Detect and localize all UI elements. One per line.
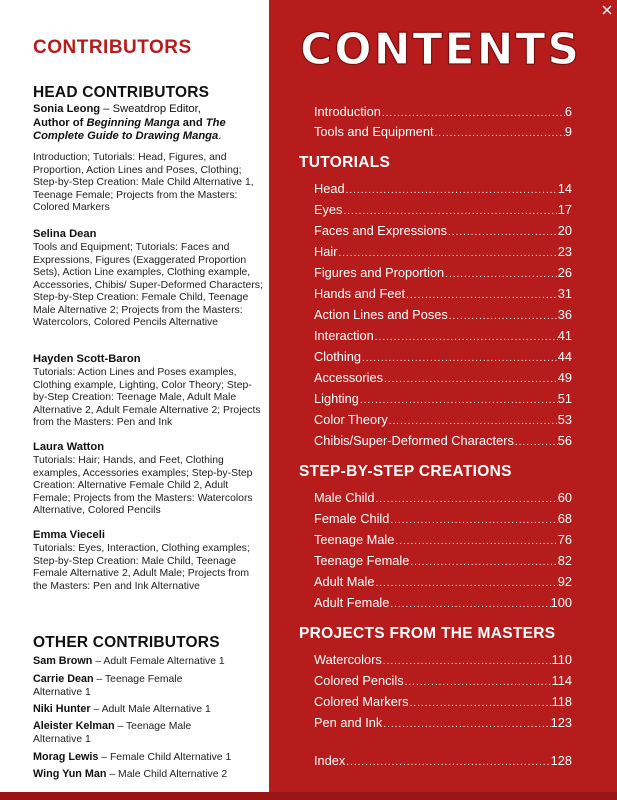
toc-leader <box>409 698 552 709</box>
toc-leader <box>337 248 557 259</box>
toc-leader <box>404 677 552 688</box>
lead-line2-pre: Author of <box>33 116 87 129</box>
oc-name: Aleister Kelman <box>33 720 115 732</box>
toc-label: Clothing <box>314 349 361 364</box>
oc-role-cont: Alternative 1 <box>33 733 91 745</box>
toc-label: Chibis/Super-Deformed Characters <box>314 433 514 448</box>
other-contributor <box>33 768 265 782</box>
toc-leader <box>389 515 557 526</box>
toc-entry[interactable] <box>314 349 572 365</box>
contributor-description: Tools and Equipment; Tutorials: Faces and Expressions, Figures (Exaggerated Proportion Sets), Action Line examples, Clothing example, Accessories, Chibis/ Super-Deformed Characters; Step-by-Step Creation: Female Child, Teenage Male Alternative 2; Projects from the Masters: Watercolors, Colored Pencils Alternative <box>33 242 263 328</box>
toc-page: 44 <box>557 349 572 364</box>
other-contributor <box>33 720 265 746</box>
toc-label: Head <box>314 181 345 196</box>
toc-leader <box>361 353 558 364</box>
toc-entry[interactable] <box>314 694 572 710</box>
oc-name: Carrie Dean <box>33 673 94 685</box>
toc-label: Adult Female <box>314 595 390 610</box>
contributors-panel <box>0 0 269 800</box>
bottom-edge <box>0 792 617 800</box>
oc-role: – Adult Female Alternative 1 <box>92 656 225 667</box>
toc-entry[interactable] <box>314 124 572 140</box>
toc-leader <box>383 374 558 385</box>
toc-entry[interactable] <box>314 181 572 197</box>
oc-role: – Adult Male Alternative 1 <box>90 704 211 715</box>
oc-role: – Teenage Female <box>93 674 183 685</box>
contributor-description: Tutorials: Eyes, Interaction, Clothing examples; Step-by-Step Creation: Male Child, Teenage Female Alternative 2, Adult Male; Projects from the Masters: Pen and Ink Alternative <box>33 543 250 592</box>
toc-entry[interactable] <box>314 328 572 344</box>
toc-page: 76 <box>557 532 572 547</box>
toc-leader <box>447 227 558 238</box>
toc-entry[interactable] <box>314 286 572 302</box>
oc-role: – Teenage Male <box>114 721 192 732</box>
toc-entry[interactable] <box>314 370 572 386</box>
oc-name: Sam Brown <box>33 655 93 667</box>
toc-label: Male Child <box>314 490 375 505</box>
toc-page: 17 <box>557 202 572 217</box>
toc-page: 9 <box>564 124 572 139</box>
toc-page: 114 <box>551 673 572 688</box>
toc-entry[interactable] <box>314 490 572 506</box>
toc-entry[interactable] <box>314 574 572 590</box>
toc-entry[interactable] <box>314 307 572 323</box>
toc-label: Color Theory <box>314 412 388 427</box>
toc-section-projects: PROJECTS FROM THE MASTERS <box>299 625 556 642</box>
lead-book2-b: Complete Guide to Drawing Manga <box>33 130 219 142</box>
toc-leader <box>409 557 557 568</box>
toc-label: Eyes <box>314 202 343 217</box>
contributor-name: Laura Watton <box>33 441 105 453</box>
toc-page: 110 <box>551 652 572 667</box>
oc-name: Niki Hunter <box>33 703 91 715</box>
toc-leader <box>448 311 558 322</box>
toc-entry[interactable] <box>314 104 572 120</box>
toc-label: Colored Markers <box>314 694 409 709</box>
toc-page: 92 <box>557 574 572 589</box>
oc-name: Morag Lewis <box>33 751 99 763</box>
toc-leader <box>388 416 558 427</box>
toc-entry[interactable] <box>314 532 572 548</box>
toc-section-step-by-step: STEP-BY-STEP CREATIONS <box>299 463 512 480</box>
lead-line2-mid: and <box>179 116 206 129</box>
toc-label: Teenage Male <box>314 532 395 547</box>
contributor-name: Selina Dean <box>33 228 97 240</box>
toc-label: Introduction <box>314 104 381 119</box>
other-contributor <box>33 751 265 765</box>
contributor-name: Emma Vieceli <box>33 529 105 541</box>
oc-role-cont: Alternative 1 <box>33 686 91 698</box>
toc-page: 56 <box>557 433 572 448</box>
contributors-title: CONTRIBUTORS <box>33 37 192 58</box>
toc-entry[interactable] <box>314 595 572 611</box>
toc-label: Watercolors <box>314 652 382 667</box>
toc-leader <box>345 185 558 196</box>
toc-entry[interactable] <box>314 412 572 428</box>
oc-role: – Male Child Alternative 2 <box>106 769 228 780</box>
other-contributors-heading: OTHER CONTRIBUTORS <box>33 634 220 651</box>
toc-entry[interactable] <box>314 202 572 218</box>
close-icon[interactable] <box>601 4 613 16</box>
contributor-description: Tutorials: Action Lines and Poses examples, Clothing example, Lighting, Color Theory; Step-by-Step Creation: Teenage Male, Adult Male Alternative 2, Adult Female Alternative 2; Projects from the Masters: Pen and Ink <box>33 367 261 428</box>
toc-page: 26 <box>557 265 572 280</box>
lead-book2-a: The <box>205 116 226 129</box>
toc-leader <box>389 599 550 610</box>
toc-section-tutorials: TUTORIALS <box>299 154 391 171</box>
toc-entry[interactable] <box>314 391 572 407</box>
lead-description: Introduction; Tutorials: Head, Figures, and Proportion, Action Lines and Poses, Clothing; Step-by-Step Creation: Male Child Alternative 1, Teenage Female; Projects from the Masters: Colored Markers <box>33 152 254 213</box>
toc-label: Female Child <box>314 511 390 526</box>
toc-entry[interactable] <box>314 244 572 260</box>
toc-leader <box>345 757 550 768</box>
toc-page: 53 <box>557 412 572 427</box>
toc-leader <box>374 578 557 589</box>
oc-name: Wing Yun Man <box>33 768 107 780</box>
toc-page: 51 <box>557 391 572 406</box>
toc-page: 128 <box>550 753 572 768</box>
toc-page: 36 <box>557 307 572 322</box>
toc-page: 118 <box>551 694 572 709</box>
toc-entry[interactable] <box>314 223 572 239</box>
toc-entry[interactable] <box>314 433 572 449</box>
toc-label: Interaction <box>314 328 374 343</box>
lead-contributor <box>33 103 265 144</box>
toc-leader <box>342 206 557 217</box>
toc-entry[interactable] <box>314 511 572 527</box>
toc-page: 100 <box>550 595 572 610</box>
other-contributor <box>33 655 265 669</box>
toc-leader <box>514 437 558 448</box>
toc-label: Pen and Ink <box>314 715 383 730</box>
toc-entry[interactable] <box>314 673 572 689</box>
toc-page: 20 <box>557 223 572 238</box>
lead-end: . <box>218 130 222 142</box>
toc-page: 41 <box>557 328 572 343</box>
toc-leader <box>374 332 558 343</box>
toc-page: 68 <box>557 511 572 526</box>
toc-entry-index[interactable] <box>314 753 572 769</box>
toc-page: 60 <box>557 490 572 505</box>
toc-label: Lighting <box>314 391 359 406</box>
toc-leader <box>359 395 558 406</box>
toc-label: Hair <box>314 244 338 259</box>
toc-page: 82 <box>557 553 572 568</box>
lead-role: – Sweatdrop Editor, <box>100 103 201 115</box>
toc-page: 31 <box>557 286 572 301</box>
toc-label: Figures and Proportion <box>314 265 445 280</box>
contributor-description: Tutorials: Hair; Hands, and Feet, Clothing examples, Accessories examples; Step-by-Step Creation: Alternative Female Child 2, Adult Female; Projects from the Masters: Watercolors Alternative, Colored Pencils <box>33 455 253 516</box>
toc-page: 14 <box>557 181 572 196</box>
toc-leader <box>374 494 557 505</box>
lead-book1: Beginning Manga <box>86 116 180 129</box>
toc-label: Colored Pencils <box>314 673 404 688</box>
contributor-name: Hayden Scott-Baron <box>33 353 141 365</box>
toc-entry[interactable] <box>314 553 572 569</box>
toc-leader <box>434 128 565 139</box>
toc-label: Adult Male <box>314 574 375 589</box>
toc-label: Action Lines and Poses <box>314 307 448 322</box>
lead-name: Sonia Leong <box>33 103 101 115</box>
toc-leader <box>444 269 558 280</box>
toc-label: Accessories <box>314 370 383 385</box>
toc-page: 6 <box>564 104 572 119</box>
toc-label: Teenage Female <box>314 553 410 568</box>
toc-leader <box>382 656 552 667</box>
toc-label: Index <box>314 753 346 768</box>
contents-title: CONTENTS <box>300 24 582 75</box>
toc-leader <box>405 290 558 301</box>
toc-page: 123 <box>550 715 572 730</box>
toc-label: Hands and Feet <box>314 286 406 301</box>
toc-entry[interactable] <box>314 265 572 281</box>
toc-entry[interactable] <box>314 715 572 731</box>
toc-label: Faces and Expressions <box>314 223 448 238</box>
oc-role: – Female Child Alternative 1 <box>98 752 232 763</box>
toc-page: 49 <box>557 370 572 385</box>
toc-leader <box>394 536 557 547</box>
other-contributor <box>33 673 265 699</box>
head-contributors-heading: HEAD CONTRIBUTORS <box>33 84 210 101</box>
toc-label: Tools and Equipment <box>314 124 434 139</box>
toc-entry[interactable] <box>314 652 572 668</box>
toc-leader <box>382 719 550 730</box>
toc-leader <box>381 108 565 119</box>
other-contributor <box>33 703 265 717</box>
toc-page: 23 <box>557 244 572 259</box>
